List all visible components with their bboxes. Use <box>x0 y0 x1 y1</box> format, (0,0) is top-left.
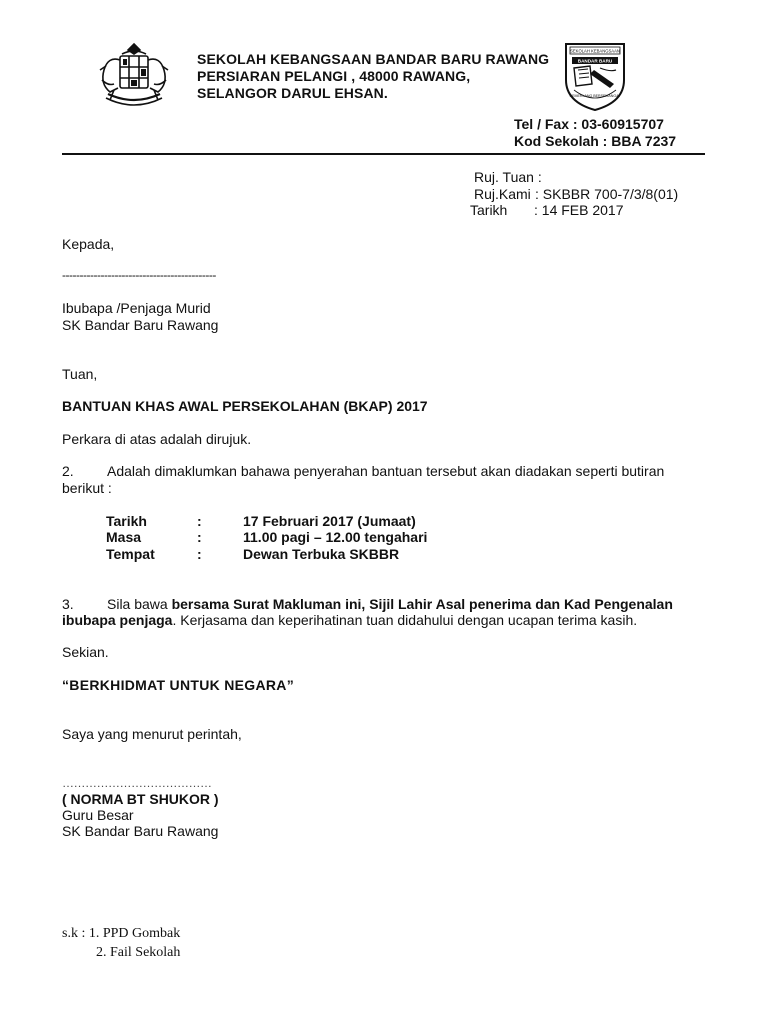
detail-colon: : <box>197 513 202 529</box>
para3-line2 <box>62 612 637 629</box>
detail-value-tempat: Dewan Terbuka SKBBR <box>243 546 400 562</box>
coat-of-arms-logo <box>92 40 176 112</box>
saya-yang-menurut-perintah: Saya yang menurut perintah, <box>62 726 242 742</box>
sk-copies-line2: 2. Fail Sekolah <box>96 945 181 960</box>
letter-subject: BANTUAN KHAS AWAL PERSEKOLAHAN (BKAP) 2017 <box>62 398 428 414</box>
badge-motto-text: CEMERLANG BERSEMANGAT <box>569 94 621 98</box>
ruj-tuan: Ruj. Tuan : <box>474 169 542 185</box>
closing: Sekian. <box>62 644 109 660</box>
para1: Perkara di atas adalah dirujuk. <box>62 431 252 447</box>
salutation: Tuan, <box>62 366 98 382</box>
kepada: Kepada, <box>62 236 115 252</box>
para3-line1 <box>107 596 673 613</box>
detail-label-tarikh: Tarikh <box>106 513 147 529</box>
detail-label-tempat: Tempat <box>106 546 155 562</box>
para2-line1: Adalah dimaklumkan bahawa penyerahan bantuan tersebut akan diadakan seperti butiran <box>107 463 665 479</box>
para3-bold-2: ibubapa penjaga <box>62 612 173 628</box>
para2-number: 2. <box>62 463 74 479</box>
ruj-kami-label: Ruj.Kami <box>474 186 531 202</box>
school-address-line1: PERSIARAN PELANGI , 48000 RAWANG, <box>197 68 471 84</box>
recipient-line2: SK Bandar Baru Rawang <box>62 317 219 333</box>
school-badge-logo <box>560 40 630 112</box>
detail-value-tarikh: 17 Februari 2017 (Jumaat) <box>243 513 416 529</box>
para2-line2: berikut : <box>62 480 112 496</box>
school-address-line2: SELANGOR DARUL EHSAN. <box>197 85 388 101</box>
slogan: “BERKHIDMAT UNTUK NEGARA” <box>62 677 295 693</box>
school-name: SEKOLAH KEBANGSAAN BANDAR BARU RAWANG <box>197 51 550 67</box>
signatory-school: SK Bandar Baru Rawang <box>62 823 219 839</box>
recipient-blank-line: -------------------------------------------- <box>62 268 216 282</box>
school-code: Kod Sekolah : BBA 7237 <box>514 133 677 149</box>
tarikh-label: Tarikh <box>470 202 508 218</box>
signatory-name: ( NORMA BT SHUKOR ) <box>62 791 219 807</box>
detail-colon: : <box>197 546 202 562</box>
tel-fax: Tel / Fax : 03-60915707 <box>514 116 664 132</box>
recipient-line1: Ibubapa /Penjaga Murid <box>62 300 211 316</box>
ruj-kami-value: : SKBBR 700-7/3/8(01) <box>535 186 679 202</box>
badge-top-text: SEKOLAH KEBANGSAAN <box>570 48 620 54</box>
sk-copies-line1: s.k : 1. PPD Gombak <box>62 926 181 941</box>
tarikh-value: : 14 FEB 2017 <box>534 202 624 218</box>
para3-rest: . Kerjasama dan keperihatinan tuan didahului dengan ucapan terima kasih. <box>172 612 638 628</box>
para3-number: 3. <box>62 596 74 612</box>
detail-value-masa: 11.00 pagi – 12.00 tengahari <box>243 529 428 545</box>
badge-name-text: BANDAR BARU <box>577 58 613 64</box>
header-divider <box>62 153 705 155</box>
para3-bold-1: bersama Surat Makluman ini, Sijil Lahir Asal penerima dan Kad Pengenalan <box>171 596 673 612</box>
detail-label-masa: Masa <box>106 529 142 545</box>
para3-lead: Sila bawa <box>107 596 172 612</box>
signatory-title: Guru Besar <box>62 807 134 823</box>
signature-line: ………………………………… <box>62 776 212 790</box>
detail-colon: : <box>197 529 202 545</box>
